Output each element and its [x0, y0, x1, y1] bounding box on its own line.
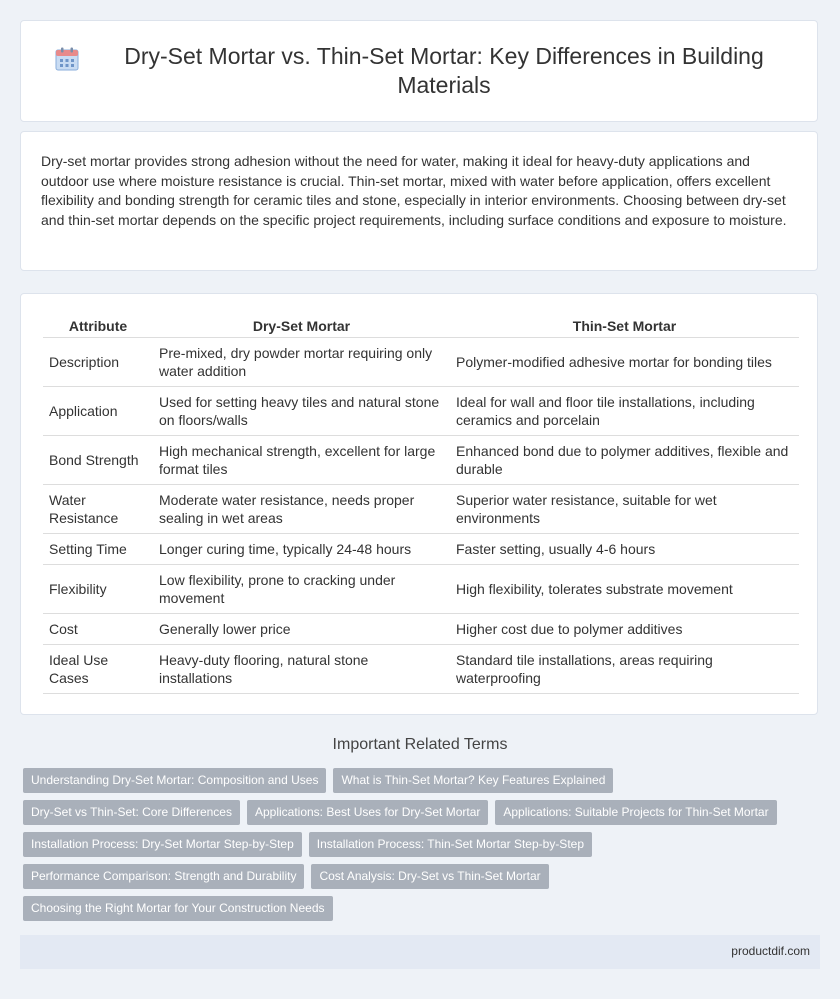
footer-bar: [20, 935, 820, 969]
header-dry-set: Dry-Set Mortar: [153, 315, 450, 338]
table-row: [43, 387, 799, 436]
related-term-tag[interactable]: Installation Process: Dry-Set Mortar Step-by-Step: [23, 832, 302, 857]
related-term-tag[interactable]: Choosing the Right Mortar for Your Construction Needs: [23, 896, 333, 921]
row-thin-set: Faster setting, usually 4-6 hours: [450, 534, 799, 565]
table-row: [43, 565, 799, 614]
row-thin-set: Superior water resistance, suitable for wet environments: [450, 485, 799, 534]
row-dry-set: Generally lower price: [153, 614, 450, 645]
row-dry-set: Used for setting heavy tiles and natural stone on floors/walls: [153, 387, 450, 436]
row-attribute: Description: [43, 338, 153, 387]
calendar-icon: [54, 46, 80, 72]
related-term-tag[interactable]: Installation Process: Thin-Set Mortar Step-by-Step: [309, 832, 592, 857]
intro-card: [20, 131, 818, 271]
row-thin-set: Enhanced bond due to polymer additives, flexible and durable: [450, 436, 799, 485]
table-row: [43, 338, 799, 387]
related-term-tag[interactable]: Dry-Set vs Thin-Set: Core Differences: [23, 800, 240, 825]
comparison-table: [43, 315, 799, 694]
row-dry-set: Moderate water resistance, needs proper sealing in wet areas: [153, 485, 450, 534]
related-term-tag[interactable]: What is Thin-Set Mortar? Key Features Explained: [333, 768, 613, 793]
row-attribute: Cost: [43, 614, 153, 645]
related-terms-title: Important Related Terms: [332, 736, 508, 753]
table-row: [43, 645, 799, 694]
row-dry-set: High mechanical strength, excellent for large format tiles: [153, 436, 450, 485]
row-attribute: Water Resistance: [43, 485, 153, 534]
row-thin-set: Standard tile installations, areas requiring waterproofing: [450, 645, 799, 694]
page-title: Dry-Set Mortar vs. Thin-Set Mortar: Key Differences in Building Materials: [124, 43, 764, 98]
row-attribute: Ideal Use Cases: [43, 645, 153, 694]
row-dry-set: Longer curing time, typically 24-48 hours: [153, 534, 450, 565]
row-thin-set: Higher cost due to polymer additives: [450, 614, 799, 645]
comparison-table-card: [20, 293, 818, 715]
row-dry-set: Pre-mixed, dry powder mortar requiring only water addition: [153, 338, 450, 387]
row-thin-set: Polymer-modified adhesive mortar for bonding tiles: [450, 338, 799, 387]
related-term-tag[interactable]: Performance Comparison: Strength and Durability: [23, 864, 304, 889]
row-thin-set: Ideal for wall and floor tile installations, including ceramics and porcelain: [450, 387, 799, 436]
row-attribute: Bond Strength: [43, 436, 153, 485]
header-card: [20, 20, 818, 122]
related-term-tag[interactable]: Cost Analysis: Dry-Set vs Thin-Set Mortar: [311, 864, 548, 889]
row-dry-set: Heavy-duty flooring, natural stone installations: [153, 645, 450, 694]
row-attribute: Setting Time: [43, 534, 153, 565]
row-attribute: Application: [43, 387, 153, 436]
table-row: [43, 436, 799, 485]
footer-site-name[interactable]: productdif.com: [731, 944, 810, 958]
row-dry-set: Low flexibility, prone to cracking under movement: [153, 565, 450, 614]
row-attribute: Flexibility: [43, 565, 153, 614]
header-thin-set: Thin-Set Mortar: [450, 315, 799, 338]
intro-paragraph: Dry-set mortar provides strong adhesion without the need for water, making it ideal for heavy-duty applications and outdoor use where moisture resistance is crucial. Thin-set mortar, mixed with water before application, offers excellent flexibility and bonding strength for ceramic tiles and stone, especially in interior environments. Choosing between dry-set and thin-set mortar depends on the specific project requirements, including surface conditions and exposure to moisture.: [41, 153, 787, 228]
related-term-tag[interactable]: Applications: Suitable Projects for Thin-Set Mortar: [495, 800, 776, 825]
related-terms-list: [23, 768, 803, 921]
related-term-tag[interactable]: Understanding Dry-Set Mortar: Composition and Uses: [23, 768, 326, 793]
table-row: [43, 534, 799, 565]
row-thin-set: High flexibility, tolerates substrate movement: [450, 565, 799, 614]
related-term-tag[interactable]: Applications: Best Uses for Dry-Set Mortar: [247, 800, 488, 825]
table-header-row: [43, 315, 799, 338]
table-row: [43, 485, 799, 534]
table-row: [43, 614, 799, 645]
header-attribute: Attribute: [43, 315, 153, 338]
